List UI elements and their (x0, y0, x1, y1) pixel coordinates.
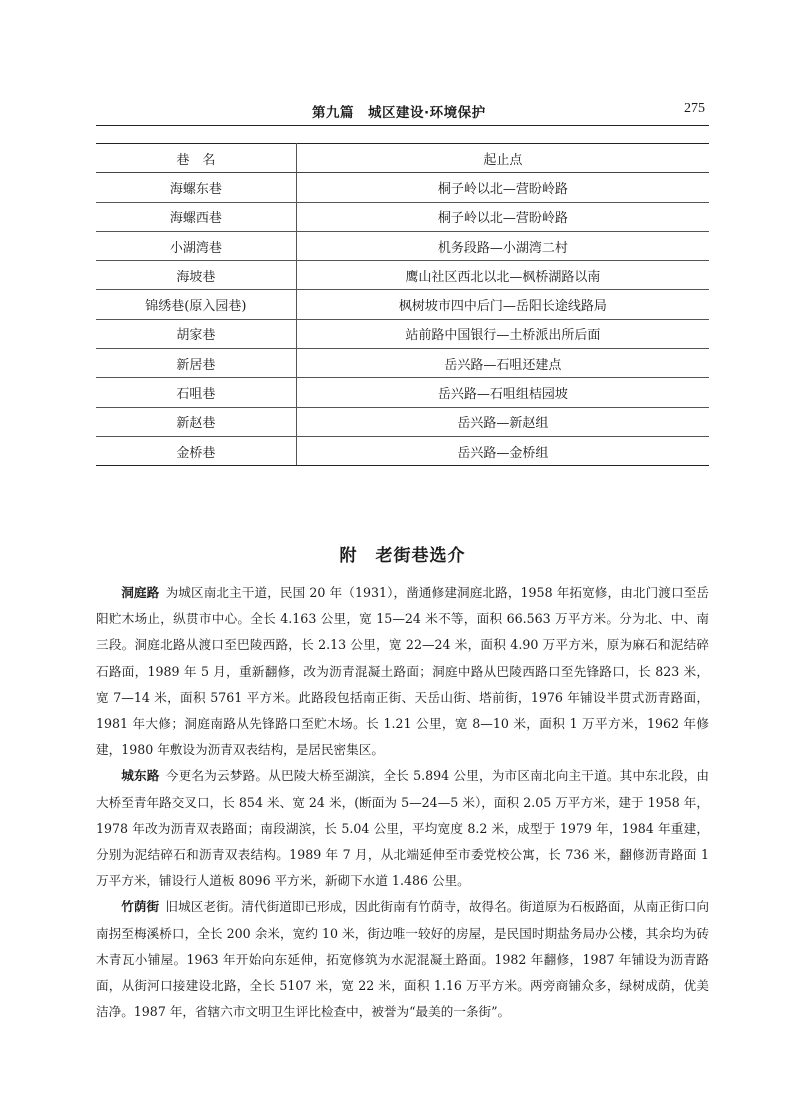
street-entry (96, 894, 709, 1025)
street-range-cell: 站前路中国银行—土桥派出所后面 (296, 319, 709, 348)
street-name-cell: 金桥巷 (96, 436, 296, 465)
table-row (96, 231, 709, 260)
street-range-cell: 岳兴路—石咀还建点 (296, 349, 709, 378)
street-name-cell: 海螺西巷 (96, 202, 296, 231)
street-range-cell: 桐子岭以北—营盼岭路 (296, 202, 709, 231)
street-entry-text: 为城区南北主干道，民国 20 年（1931），凿通修建洞庭北路，1958 年拓宽修，由北门渡口至岳阳贮木场止，纵贯市中心。全长 4.163 公里，宽 15—24 米不等，面积 66.563 万平方米。分为北、中、南三段。洞庭北路从渡口至巴陵西路，长 2.13 公里，宽 22—24 米，面积 4.90 万平方米，原为麻石和泥结碎石路面，1989 年 5 月，重新翻修，改为沥青混凝土路面；洞庭中路从巴陵西路口至先锋路口，长 823 米，宽 7—14 米，面积 5761 平方米。此路段包括南正街、天岳山街、塔前街，1976 年铺设半贯式沥青路面，1981 年大修；洞庭南路从先锋路口至贮木场。长 1.21 公里，宽 8—10 米，面积 1 万平方米，1962 年修建，1980 年敷设为沥青双表结构，是居民密集区。 (96, 585, 709, 758)
street-range-cell: 岳兴路—新赵组 (296, 407, 709, 436)
column-header-range: 起止点 (296, 144, 709, 173)
column-header-name: 巷 名 (96, 144, 296, 173)
street-entry-term: 竹荫街 (121, 899, 160, 915)
table-row (96, 436, 709, 465)
table-row (96, 173, 709, 202)
street-name-cell: 小湖湾巷 (96, 231, 296, 260)
street-range-cell: 枫树坡市四中后门—岳阳长途线路局 (296, 290, 709, 319)
street-name-cell: 新赵巷 (96, 407, 296, 436)
street-entry-text: 今更名为云梦路。从巴陵大桥至湖滨，全长 5.894 公里，为市区南北向主干道。其中东北段，由大桥至青年路交叉口，长 854 米、宽 24 米，(断面为 5—24—5 米），面积 2.05 万平方米，建于 1958 年，1978 年改为沥青双表路面；南段湖滨，长 5.04 公里，平均宽度 8.2 米，成型于 1979 年，1984 年重建，分别为泥结碎石和沥青双表结构。1989 年 7 月，从北端延伸至市委党校公寓，长 736 米，翻修沥青路面 1 万平方米，铺设行人道板 8096 平方米，新砌下水道 1.486 公里。 (96, 768, 710, 889)
table-row (96, 407, 709, 436)
table-row (96, 349, 709, 378)
street-range-cell: 鹰山社区西北以北—枫桥湖路以南 (296, 261, 709, 290)
street-entry (96, 763, 709, 894)
header-rule (96, 125, 709, 126)
appendix-section-title: 附 老街巷选介 (339, 546, 466, 566)
street-entry-term: 城东路 (121, 768, 160, 784)
street-range-cell: 机务段路—小湖湾二村 (296, 231, 709, 260)
street-name-cell: 锦绣巷(原入园巷) (96, 290, 296, 319)
street-table (96, 143, 709, 466)
street-range-cell: 岳兴路—石咀组桔园坡 (296, 378, 709, 407)
street-range-cell: 桐子岭以北—营盼岭路 (296, 173, 709, 202)
table-header-row (96, 144, 709, 173)
street-entry-term: 洞庭路 (121, 585, 160, 600)
page-number: 275 (684, 101, 705, 116)
appendix-content (96, 580, 709, 1025)
street-entry (96, 580, 709, 763)
street-name-cell: 海坡巷 (96, 261, 296, 290)
table-row (96, 319, 709, 348)
table-row (96, 202, 709, 231)
street-name-cell: 石咀巷 (96, 378, 296, 407)
street-name-cell: 胡家巷 (96, 319, 296, 348)
table-row (96, 378, 709, 407)
street-name-cell: 海螺东巷 (96, 173, 296, 202)
street-name-cell: 新居巷 (96, 349, 296, 378)
table-row (96, 290, 709, 319)
table-row (96, 261, 709, 290)
section-header-title: 第九篇 城区建设·环境保护 (312, 105, 486, 121)
page-header (96, 98, 709, 122)
street-entry-text: 旧城区老街。清代街道即已形成，因此街南有竹荫寺，故得名。街道原为石板路面，从南正街口向南拐至梅溪桥口，全长 200 余米，宽约 10 米，街边唯一较好的房屋，是民国时期盐务局办公楼，其余均为砖木青瓦小铺屋。1963 年开始向东延伸，拓宽修筑为水泥混凝土路面。1982 年翻修，1987 年铺设为沥青路面，从街河口接建设北路，全长 5107 米，宽 22 米，面积 1.16 万平方米。两旁商铺众多，绿树成荫，优美洁净。1987 年，省辖六市文明卫生评比检查中，被誉为“最美的一条街”。 (96, 899, 710, 1020)
street-range-cell: 岳兴路—金桥组 (296, 436, 709, 465)
